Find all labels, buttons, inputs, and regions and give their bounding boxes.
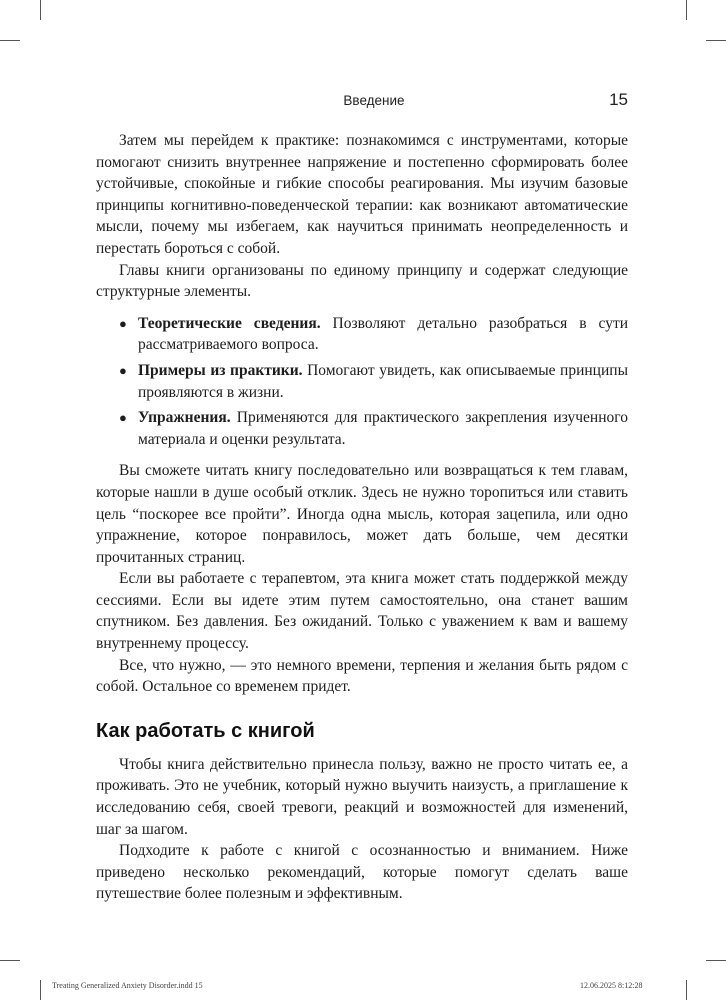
list-item-text: Позволяют детально разобраться в сути рассматриваемого вопроса. [138, 314, 629, 354]
crop-mark-top-right [686, 0, 687, 20]
list-item [119, 360, 628, 403]
slug-timestamp: 12.06.2025 8:12:28 [580, 981, 643, 990]
bullet-icon: ● [119, 410, 127, 426]
bullet-icon: ● [119, 362, 127, 378]
crop-mark-bottom-right [686, 980, 687, 1000]
section-title: Введение [343, 93, 405, 108]
paragraph: Все, что нужно, — это немного времени, терпения и желания быть рядом с собой. Остальное со временем придет. [96, 656, 628, 696]
list-item [119, 407, 628, 450]
list-item-text: Помогают увидеть, как описываемые принципы проявляются в жизни. [138, 361, 628, 401]
list-item [119, 313, 629, 356]
list-item-text: Применяются для практического закрепления изученного материала и оценки результата. [138, 409, 628, 448]
section-heading: Как работать с книгой [96, 719, 315, 742]
crop-mark-right-top [706, 40, 726, 41]
crop-mark-left-top [0, 40, 20, 41]
bullet-icon: ● [119, 315, 127, 331]
list-item-term: Примеры из практики. [138, 361, 303, 379]
list-item-term: Упражнения. [138, 409, 231, 427]
bullet-list [96, 313, 628, 451]
crop-mark-bottom-left [40, 980, 41, 1000]
running-head [120, 90, 628, 113]
crop-mark-right-bottom [706, 960, 726, 961]
paragraph: Подходите к работе с книгой с осознанностью и вниманием. Ниже приведено несколько рекомендаций, которые помогут сделать ваше путешествие более полезным и эффективным. [96, 842, 628, 903]
page-number: 15 [609, 90, 628, 109]
paragraph: Затем мы перейдем к практике: познакомимся с инструментами, которые помогают снизить внутреннее напряжение и постепенно сформировать более устойчивые, спокойные и гибкие способы реагирования. Мы изучим базовые принципы когнитивно-поведенческой терапии: как возникают автоматические мысли, почему мы избегаем, как научиться принимать неопределенность и перестать бороться с собой. [96, 132, 628, 257]
slug-file: Treating Generalized Anxiety Disorder.indd 15 [52, 981, 203, 990]
page-body [96, 130, 628, 905]
paragraph: Вы сможете читать книгу последовательно или возвращаться к тем главам, которые нашли в душе особый отклик. Здесь не нужно торопиться или ставить цель “поскорее все пройти”. Иногда одна мысль, которая зацепила, или одно упражнение, которое понравилось, может дать больше, чем десятки прочитанных страниц. [96, 462, 628, 566]
crop-mark-left-bottom [0, 960, 20, 961]
paragraph: Главы книги организованы по единому принципу и содержат следующие структурные элементы. [96, 261, 628, 301]
crop-mark-top-left [40, 0, 41, 20]
paragraph: Чтобы книга действительно принесла пользу, важно не просто читать ее, а проживать. Это не учебник, который нужно выучить наизусть, а приглашение к исследованию себя, своей тревоги, реакций и возможностей для изменений, шаг за шагом. [96, 755, 628, 838]
paragraph: Если вы работаете с терапевтом, эта книга может стать поддержкой между сессиями. Если вы идете этим путем самостоятельно, она станет вашим спутником. Без давления. Без ожиданий. Только с уважением к вам и вашему внутреннему процессу. [96, 570, 628, 653]
list-item-term: Теоретические сведения. [138, 314, 321, 332]
